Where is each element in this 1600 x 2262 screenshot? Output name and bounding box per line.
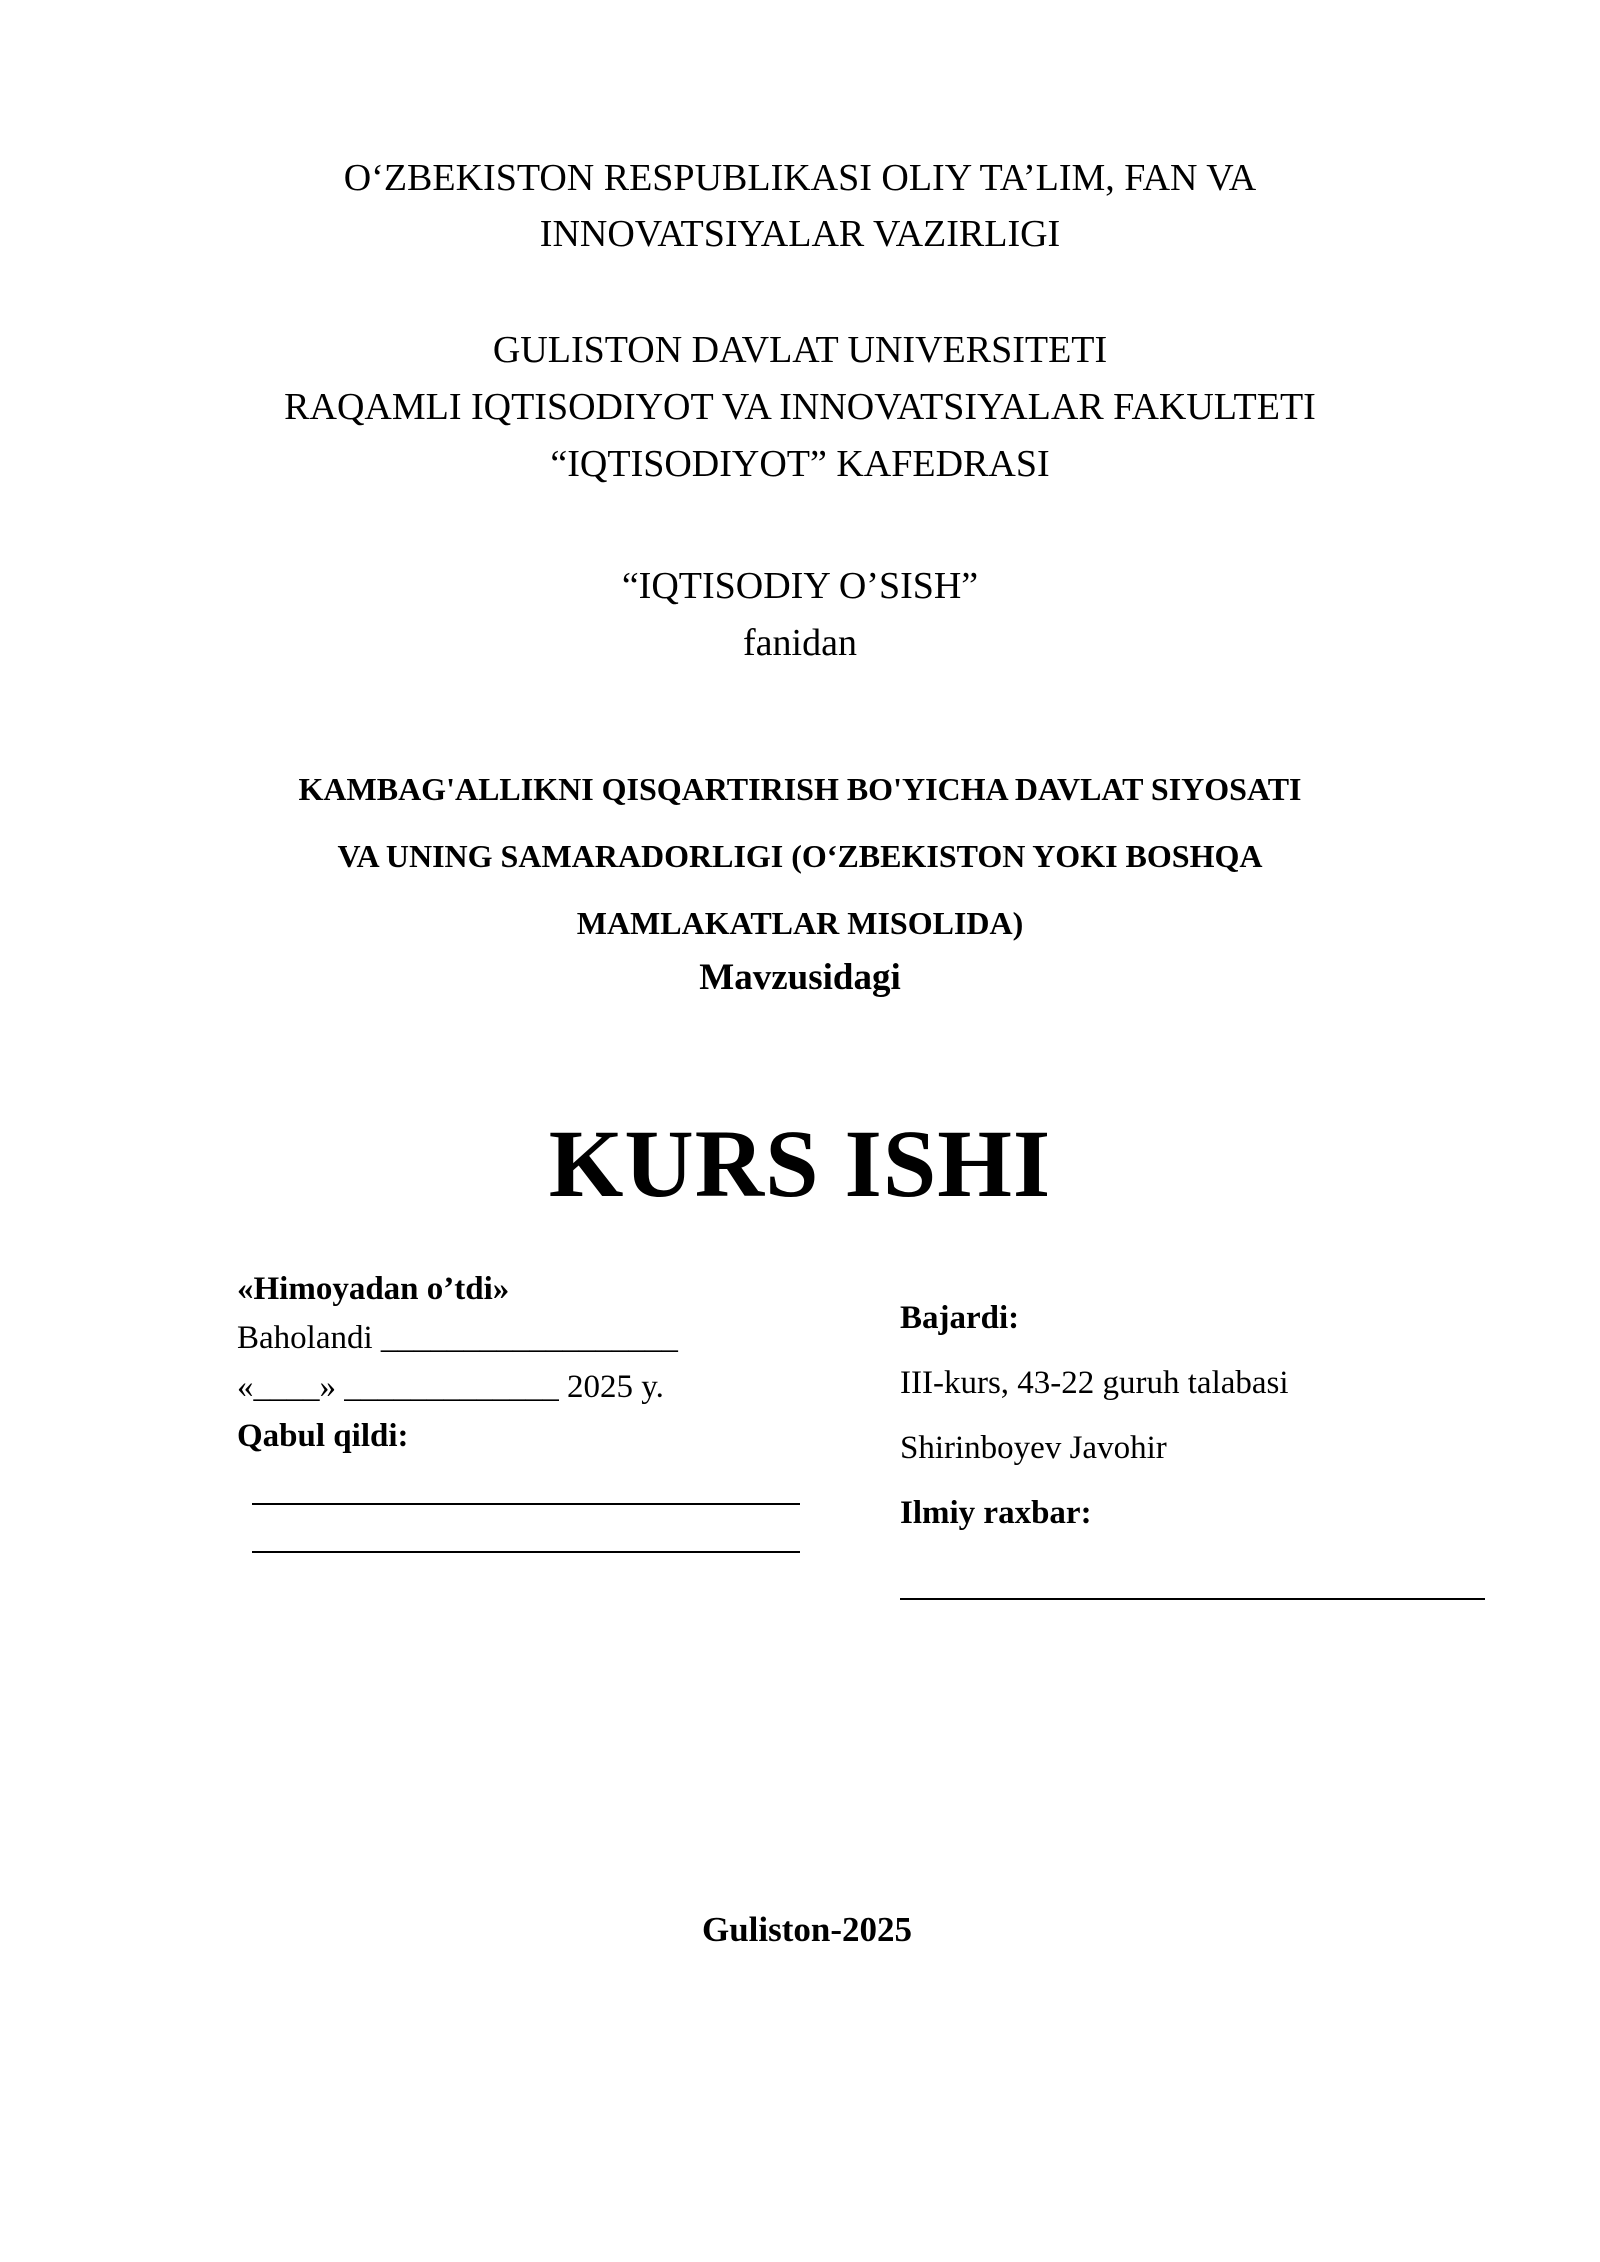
topic-suffix: Mavzusidagi [699,957,901,998]
topic-line-1: KAMBAG'ALLIKNI QISQARTIRISH BO'YICHA DAVLAT SIYOSATI [298,771,1302,807]
acceptor-signature-line-2 [252,1551,800,1553]
subject-suffix: fanidan [743,622,857,664]
done-by-label: Bajardi: [900,1300,1020,1336]
course-group: III-kurs, 43-22 guruh talabasi [900,1365,1289,1401]
topic-title [0,756,1600,957]
university-header [0,322,1600,493]
faculty-name: RAQAMLI IQTISODIYOT VA INNOVATSIYALAR FAKULTETI [284,386,1316,428]
subject-name: “IQTISODIY O’SISH” [621,565,979,607]
defense-status-label: «Himoyadan o’tdi» [237,1271,510,1307]
student-name: Shirinboyev Javohir [900,1430,1167,1466]
date-line: «____» _____________ 2025 y. [237,1369,664,1405]
defense-block [237,1265,800,1553]
department-name: “IQTISODIYOT” KAFEDRASI [550,443,1050,485]
supervisor-label: Ilmiy raxbar: [900,1495,1092,1531]
author-block [900,1286,1485,1600]
accepted-by-label: Qabul qildi: [237,1418,409,1454]
ministry-line-1: O‘ZBEKISTON RESPUBLIKASI OLIY TA’LIM, FAN VA [343,157,1257,199]
subject-block [0,558,1600,672]
topic-line-3: MAMLAKATLAR MISOLIDA) [576,905,1024,941]
acceptor-signature-line-1 [252,1503,800,1505]
place-year: Guliston-2025 [701,1910,913,1949]
topic-line-2: VA UNING SAMARADORLIGI (O‘ZBEKISTON YOKI BOSHQA [337,838,1263,874]
grade-line: Baholandi __________________ [237,1320,678,1356]
university-name: GULISTON DAVLAT UNIVERSITETI [492,329,1108,371]
supervisor-signature-line [900,1598,1485,1600]
ministry-header [0,150,1600,262]
ministry-line-2: INNOVATSIYALAR VAZIRLIGI [539,213,1061,255]
document-type-title: KURS ISHI [548,1110,1052,1217]
